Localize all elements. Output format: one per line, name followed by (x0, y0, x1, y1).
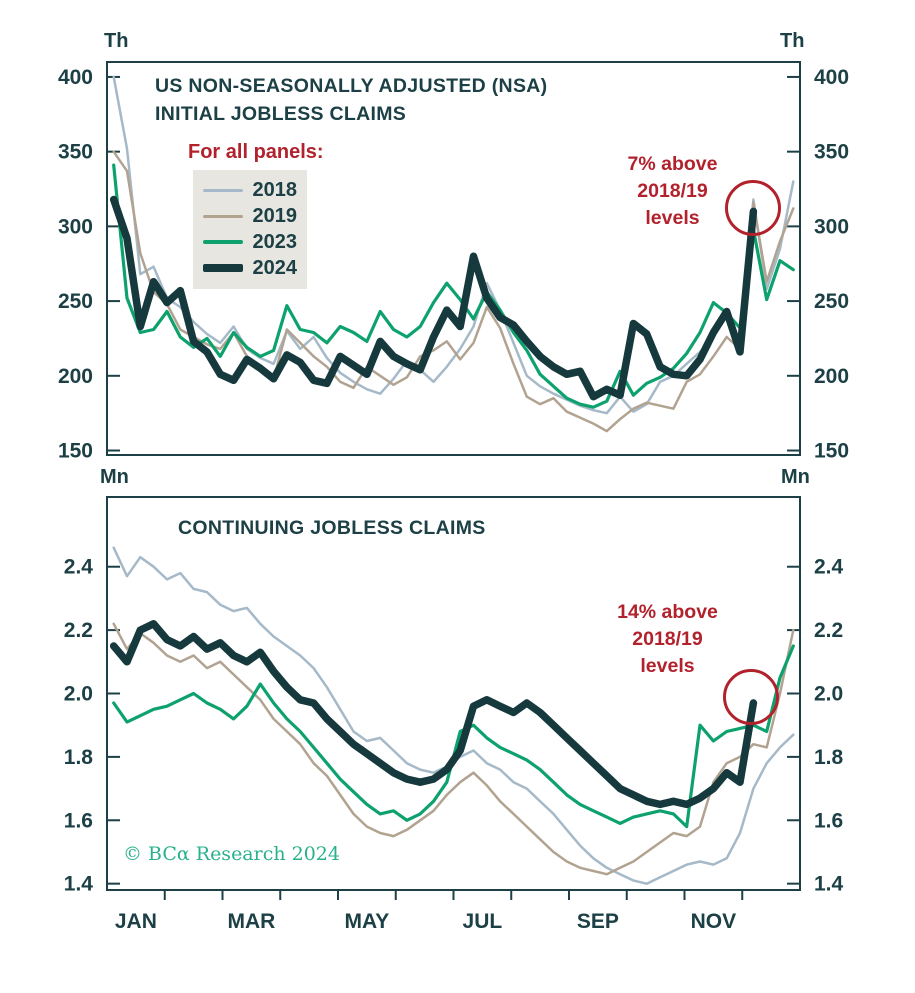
ytick-label-left-bottom: 2.4 (63, 555, 93, 579)
ytick-label-left-bottom: 1.6 (63, 809, 93, 833)
legend-row-2023 (203, 231, 297, 254)
xtick-label-may: MAY (344, 910, 390, 933)
top-annotation-line2: 2018/19 (637, 180, 708, 202)
bottom-annotation-line1: 14% above (617, 601, 718, 623)
legend-row-2024 (203, 257, 297, 280)
ytick-label-left-bottom: 1.8 (63, 745, 93, 769)
legend-box (193, 170, 307, 289)
bottom-highlight-circle (723, 669, 779, 725)
top-left-unit-label: Th (104, 30, 129, 52)
top-annotation (600, 151, 745, 232)
ytick-label-right-top: 250 (814, 290, 850, 314)
xtick-label-jan: JAN (114, 910, 157, 933)
ytick-label-right-bottom: 1.6 (814, 809, 844, 833)
legend-swatch-2018 (203, 189, 243, 192)
ytick-label-right-top: 300 (814, 215, 850, 239)
ytick-label-right-bottom: 1.8 (814, 745, 844, 769)
bottom-annotation (595, 599, 740, 680)
xtick-label-mar: MAR (227, 910, 276, 933)
top-highlight-circle (725, 180, 781, 236)
bottom-right-unit-label: Mn (781, 466, 810, 488)
xtick-label-sep: SEP (576, 910, 619, 933)
ytick-label-right-bottom: 2.4 (814, 555, 844, 579)
legend-label-2018: 2018 (252, 179, 297, 202)
xtick-label-nov: NOV (690, 910, 737, 933)
ytick-label-right-bottom: 1.4 (814, 872, 844, 896)
ytick-label-left-top: 250 (57, 290, 93, 314)
ytick-label-left-top: 150 (57, 439, 93, 463)
top-panel-title (155, 72, 547, 128)
ytick-label-right-bottom: 2.0 (814, 682, 844, 706)
ytick-label-left-bottom: 1.4 (63, 872, 93, 896)
legend-label-2024: 2024 (252, 256, 297, 279)
ytick-label-right-top: 150 (814, 439, 850, 463)
top-right-unit-label: Th (780, 30, 805, 52)
bottom-panel-title: CONTINUING JOBLESS CLAIMS (178, 517, 486, 539)
top-annotation-line1: 7% above (627, 153, 718, 175)
ytick-label-right-top: 400 (814, 65, 850, 89)
ytick-label-left-top: 350 (57, 140, 93, 164)
ytick-label-left-top: 200 (57, 364, 93, 388)
xtick-label-jul: JUL (462, 910, 503, 933)
ytick-label-left-bottom: 2.0 (63, 682, 93, 706)
ytick-label-left-top: 400 (57, 65, 93, 89)
legend-swatch-2024 (203, 264, 243, 272)
legend-row-2019 (203, 205, 297, 228)
bottom-annotation-line3: levels (640, 655, 695, 677)
bottom-annotation-line2: 2018/19 (632, 628, 703, 650)
ytick-label-right-bottom: 2.2 (814, 619, 844, 643)
legend-label-2023: 2023 (252, 230, 297, 253)
top-panel-title-line1: US NON-SEASONALLY ADJUSTED (NSA) (155, 75, 548, 97)
ytick-label-left-bottom: 2.2 (63, 619, 93, 643)
ytick-label-left-top: 300 (57, 215, 93, 239)
ytick-label-right-top: 200 (814, 364, 850, 388)
top-annotation-line3: levels (645, 207, 700, 229)
ytick-label-right-top: 350 (814, 140, 850, 164)
copyright-notice: © BCα Research 2024 (123, 843, 340, 865)
legend-label-2019: 2019 (252, 205, 297, 228)
legend-swatch-2019 (203, 215, 243, 218)
legend-row-2018 (203, 179, 297, 202)
legend-swatch-2023 (203, 240, 243, 244)
top-panel-title-line2: INITIAL JOBLESS CLAIMS (155, 103, 407, 125)
bottom-left-unit-label: Mn (100, 466, 129, 488)
panel-border-bottom (107, 497, 800, 890)
legend-heading: For all panels: (188, 141, 324, 163)
